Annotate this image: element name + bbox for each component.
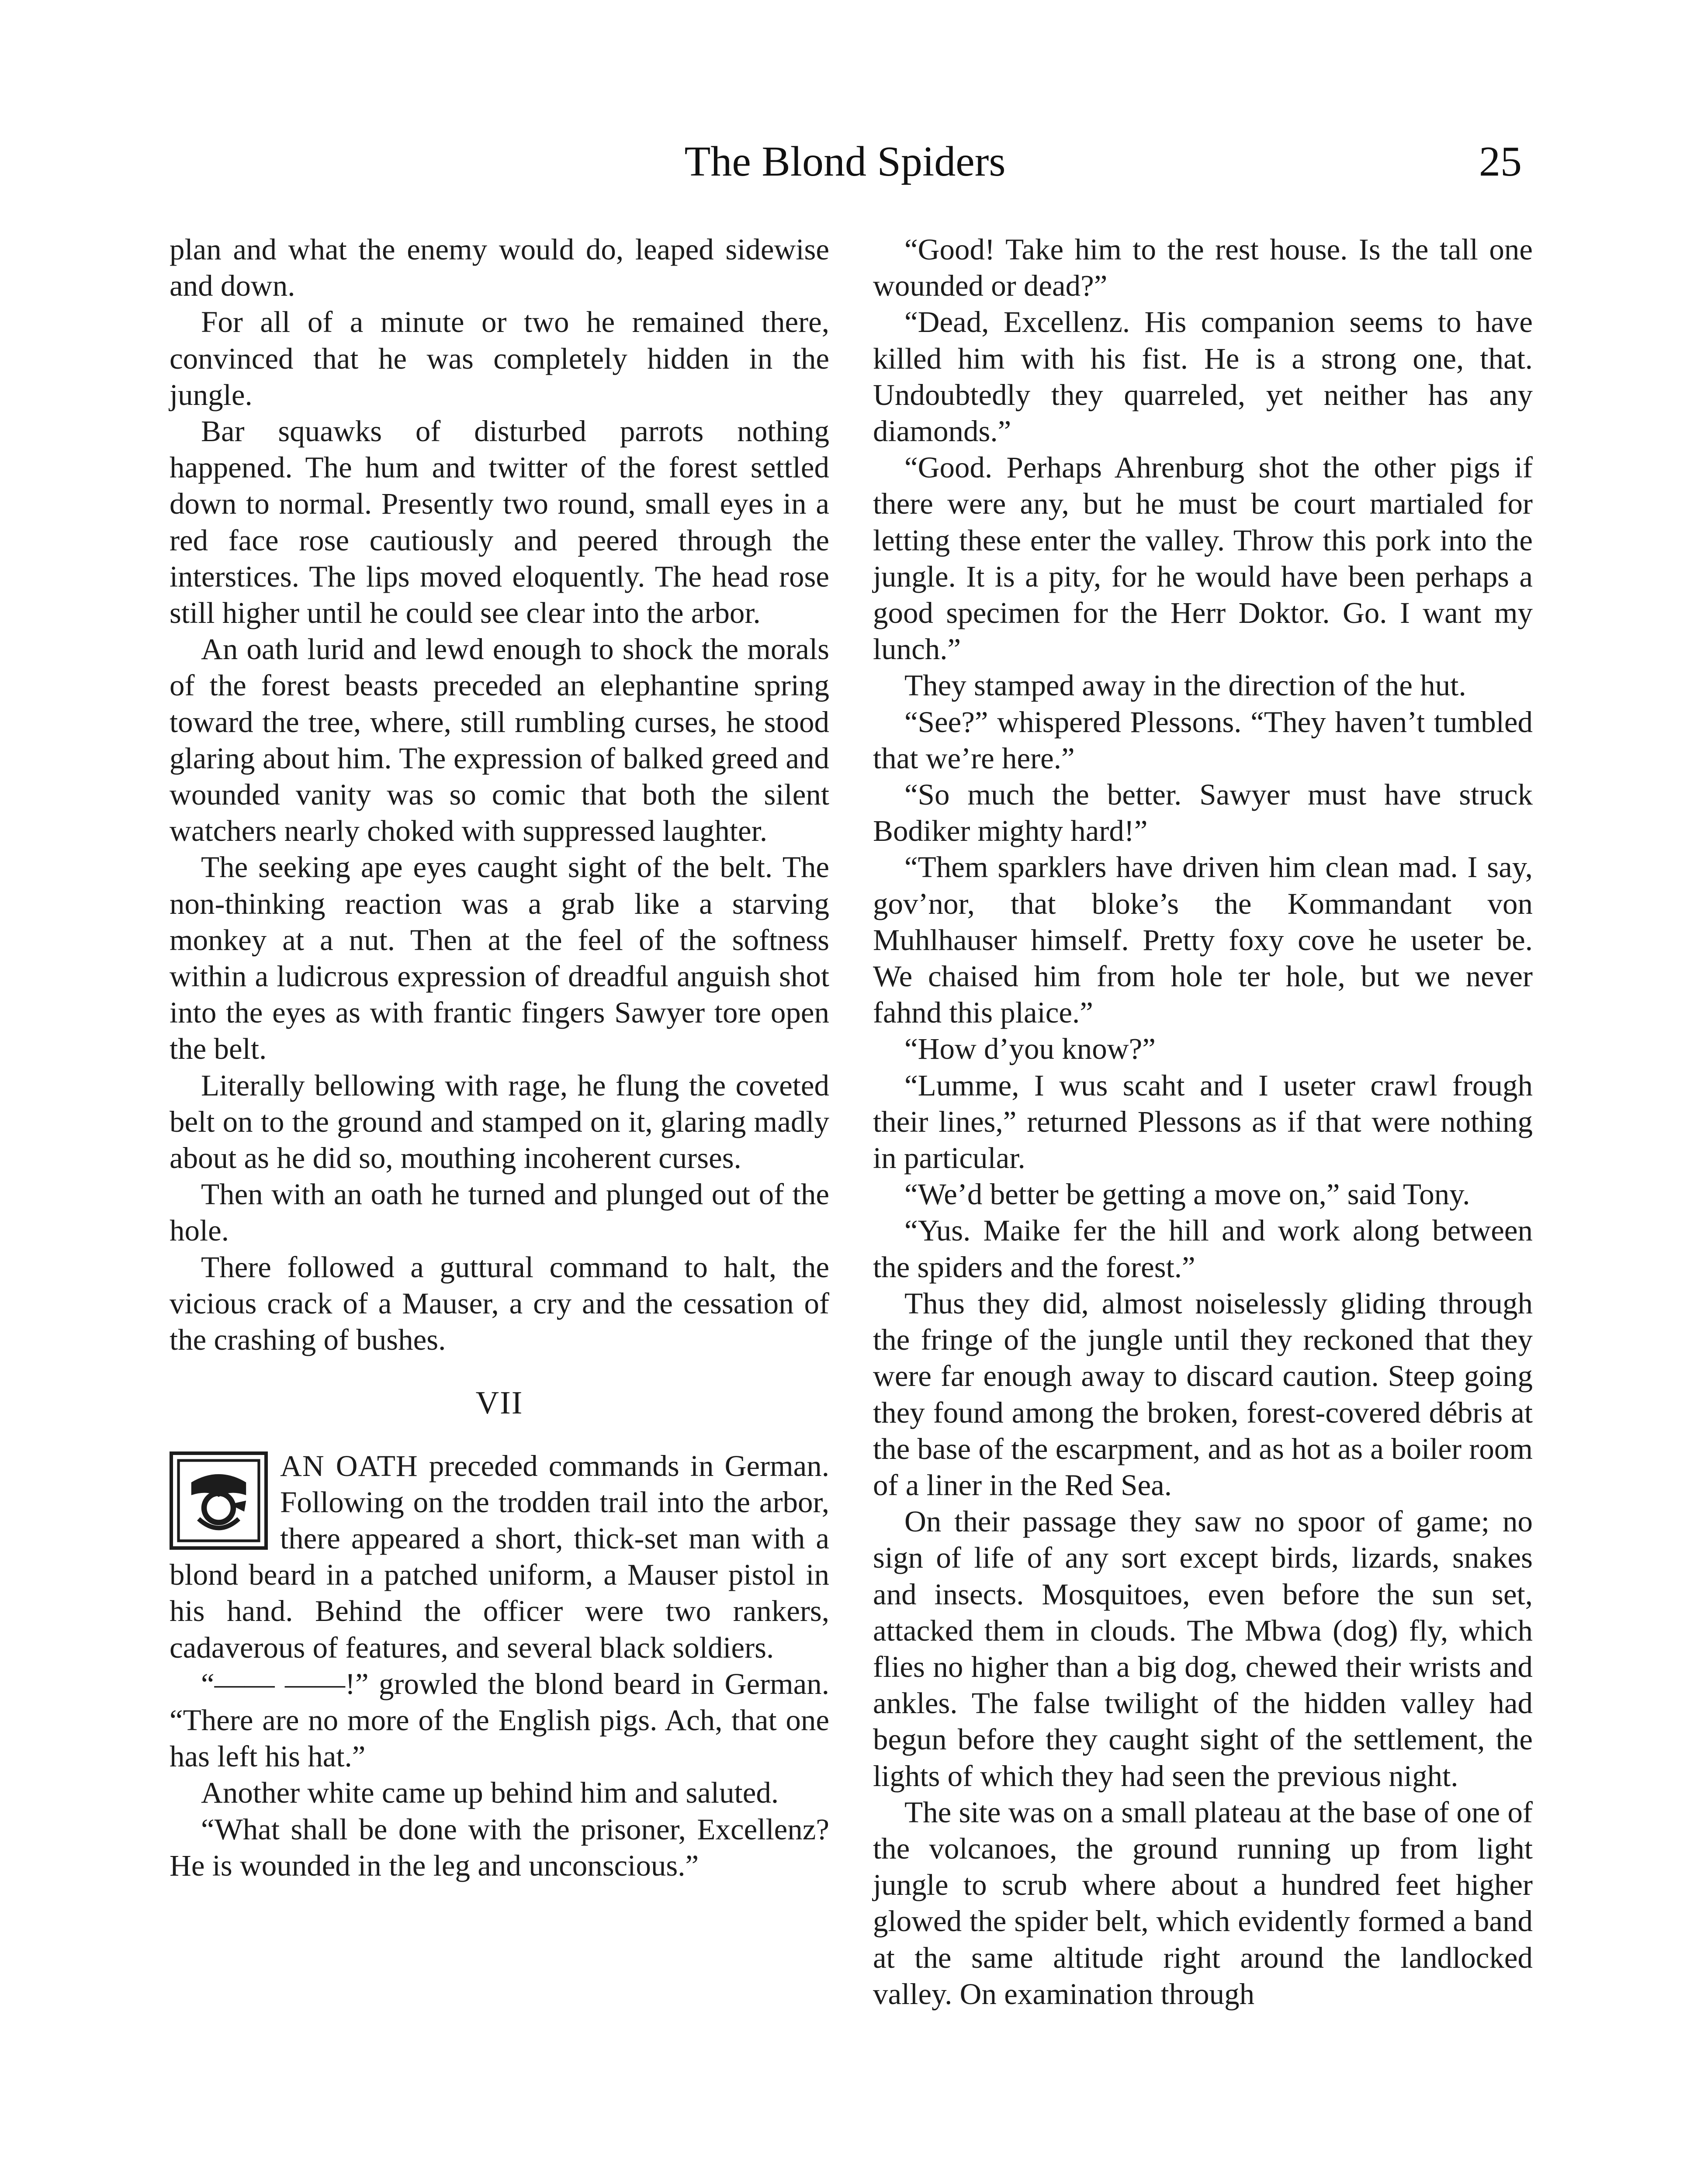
- paragraph: “Yus. Maike fer the hill and work along between the spiders and the forest.”: [873, 1214, 1533, 1284]
- paragraph: The site was on a small plateau at the base of one of the volcanoes, the ground running up from light jungle to scrub where about a hundred feet higher glowed the spider belt, which evidently formed a band at the same altitude right around the landlocked valley. On examination through: [873, 1795, 1533, 2011]
- paragraph: Then with an oath he turned and plunged out of the hole.: [170, 1178, 829, 1248]
- right-column: [873, 232, 1533, 2184]
- page-number: 25: [1479, 138, 1522, 185]
- paragraph: They stamped away in the direction of the hut.: [904, 669, 1466, 702]
- left-column: [170, 232, 829, 2184]
- paragraph: There followed a guttural command to halt, the vicious crack of a Mauser, a cry and the cessation of the crashing of bushes.: [170, 1250, 829, 1357]
- dropcap-lead-words: AN OATH: [280, 1449, 418, 1482]
- paragraph: “Good! Take him to the rest house. Is the tall one wounded or dead?”: [873, 233, 1533, 303]
- dropcap-paragraph: [170, 1448, 829, 1666]
- paragraph: “See?” whispered Plessons. “They haven’t tumbled that we’re here.”: [873, 705, 1533, 775]
- paragraph: Literally bellowing with rage, he flung the coveted belt on to the ground and stamped on it, glaring madly about as he did so, mouthing incoherent curses.: [170, 1068, 829, 1175]
- paragraph: “How d’you know?”: [904, 1032, 1156, 1066]
- paragraph: For all of a minute or two he remained there, convinced that he was completely hidden in the jungle.: [170, 305, 829, 411]
- paragraph: “We’d better be getting a move on,” said Tony.: [904, 1178, 1470, 1211]
- paragraph: “What shall be done with the prisoner, Excellenz? He is wounded in the leg and unconscious.”: [170, 1812, 829, 1882]
- section-heading: VII: [475, 1385, 523, 1421]
- paragraph: “Good. Perhaps Ahrenburg shot the other pigs if there were any, but he must be court martialed for letting these enter the valley. Throw this pork into the jungle. It is a pity, for he would have been perhaps a good specimen for the Herr Doktor. Go. I want my lunch.”: [873, 451, 1533, 666]
- paragraph: Another white came up behind him and saluted.: [201, 1776, 779, 1810]
- running-title: The Blond Spiders: [684, 138, 1006, 185]
- dropcap-paragraph-text: preceded commands in German. Following on the trodden trail into the arbor, there appeared a short, thick-set man with a blond beard in a patched uniform, a Mauser pistol in his hand. Behind the officer were two rankers, cadaverous of features, and several black soldiers.: [170, 1449, 829, 1664]
- paragraph: Thus they did, almost noiselessly gliding through the fringe of the jungle until they reckoned that they were far enough away to discard caution. Steep going they found among the broken, forest-covered débris at the base of the escarpment, and as hot as a boiler room of a liner in the Red Sea.: [873, 1286, 1533, 1502]
- paragraph: “Dead, Excellenz. His companion seems to have killed him with his fist. He is a strong one, that. Undoubtedly they quarreled, yet neither has any diamonds.”: [873, 305, 1533, 448]
- paragraph: The seeking ape eyes caught sight of the belt. The non-thinking reaction was a grab like a starving monkey at a nut. Then at the feel of the softness within a ludicrous expression of dreadful anguish shot into the eyes as with frantic fingers Sawyer tore open the belt.: [170, 850, 829, 1066]
- paragraph: “Lumme, I wus scaht and I useter crawl frough their lines,” returned Plessons as if that were nothing in particular.: [873, 1068, 1533, 1175]
- page-header: [0, 131, 1690, 192]
- decorative-initial-letter-icon: [170, 1451, 268, 1550]
- paragraph: “—— ——!” growled the blond beard in German. “There are no more of the English pigs. Ach, that one has left his hat.”: [170, 1667, 829, 1773]
- paragraph: plan and what the enemy would do, leaped sidewise and down.: [170, 233, 829, 303]
- paragraph: “So much the better. Sawyer must have struck Bodiker mighty hard!”: [873, 778, 1533, 848]
- paragraph: Bar squawks of disturbed parrots nothing happened. The hum and twitter of the forest settled down to normal. Presently two round, small eyes in a red face rose cautiously and peered through the interstices. The lips moved eloquently. The head rose still higher until he could see clear into the arbor.: [170, 415, 829, 630]
- paragraph: “Them sparklers have driven him clean mad. I say, gov’nor, that bloke’s the Kommandant von Muhlhauser himself. Pretty foxy cove he useter be. We chaised him from hole ter hole, but we never fahnd this plaice.”: [873, 850, 1533, 1030]
- paragraph: On their passage they saw no spoor of game; no sign of life of any sort except birds, lizards, snakes and insects. Mosquitoes, even before the sun set, attacked them in clouds. The Mbwa (dog) fly, which flies no higher than a big dog, chewed their wrists and ankles. The false twilight of the hidden valley had begun before they caught sight of the settlement, the lights of which they had seen the previous night.: [873, 1505, 1533, 1793]
- paragraph: An oath lurid and lewd enough to shock the morals of the forest beasts preceded an elephantine spring toward the tree, where, still rumbling curses, he stood glaring about him. The expression of balked greed and wounded vanity was so comic that both the silent watchers nearly choked with suppressed laughter.: [170, 632, 829, 848]
